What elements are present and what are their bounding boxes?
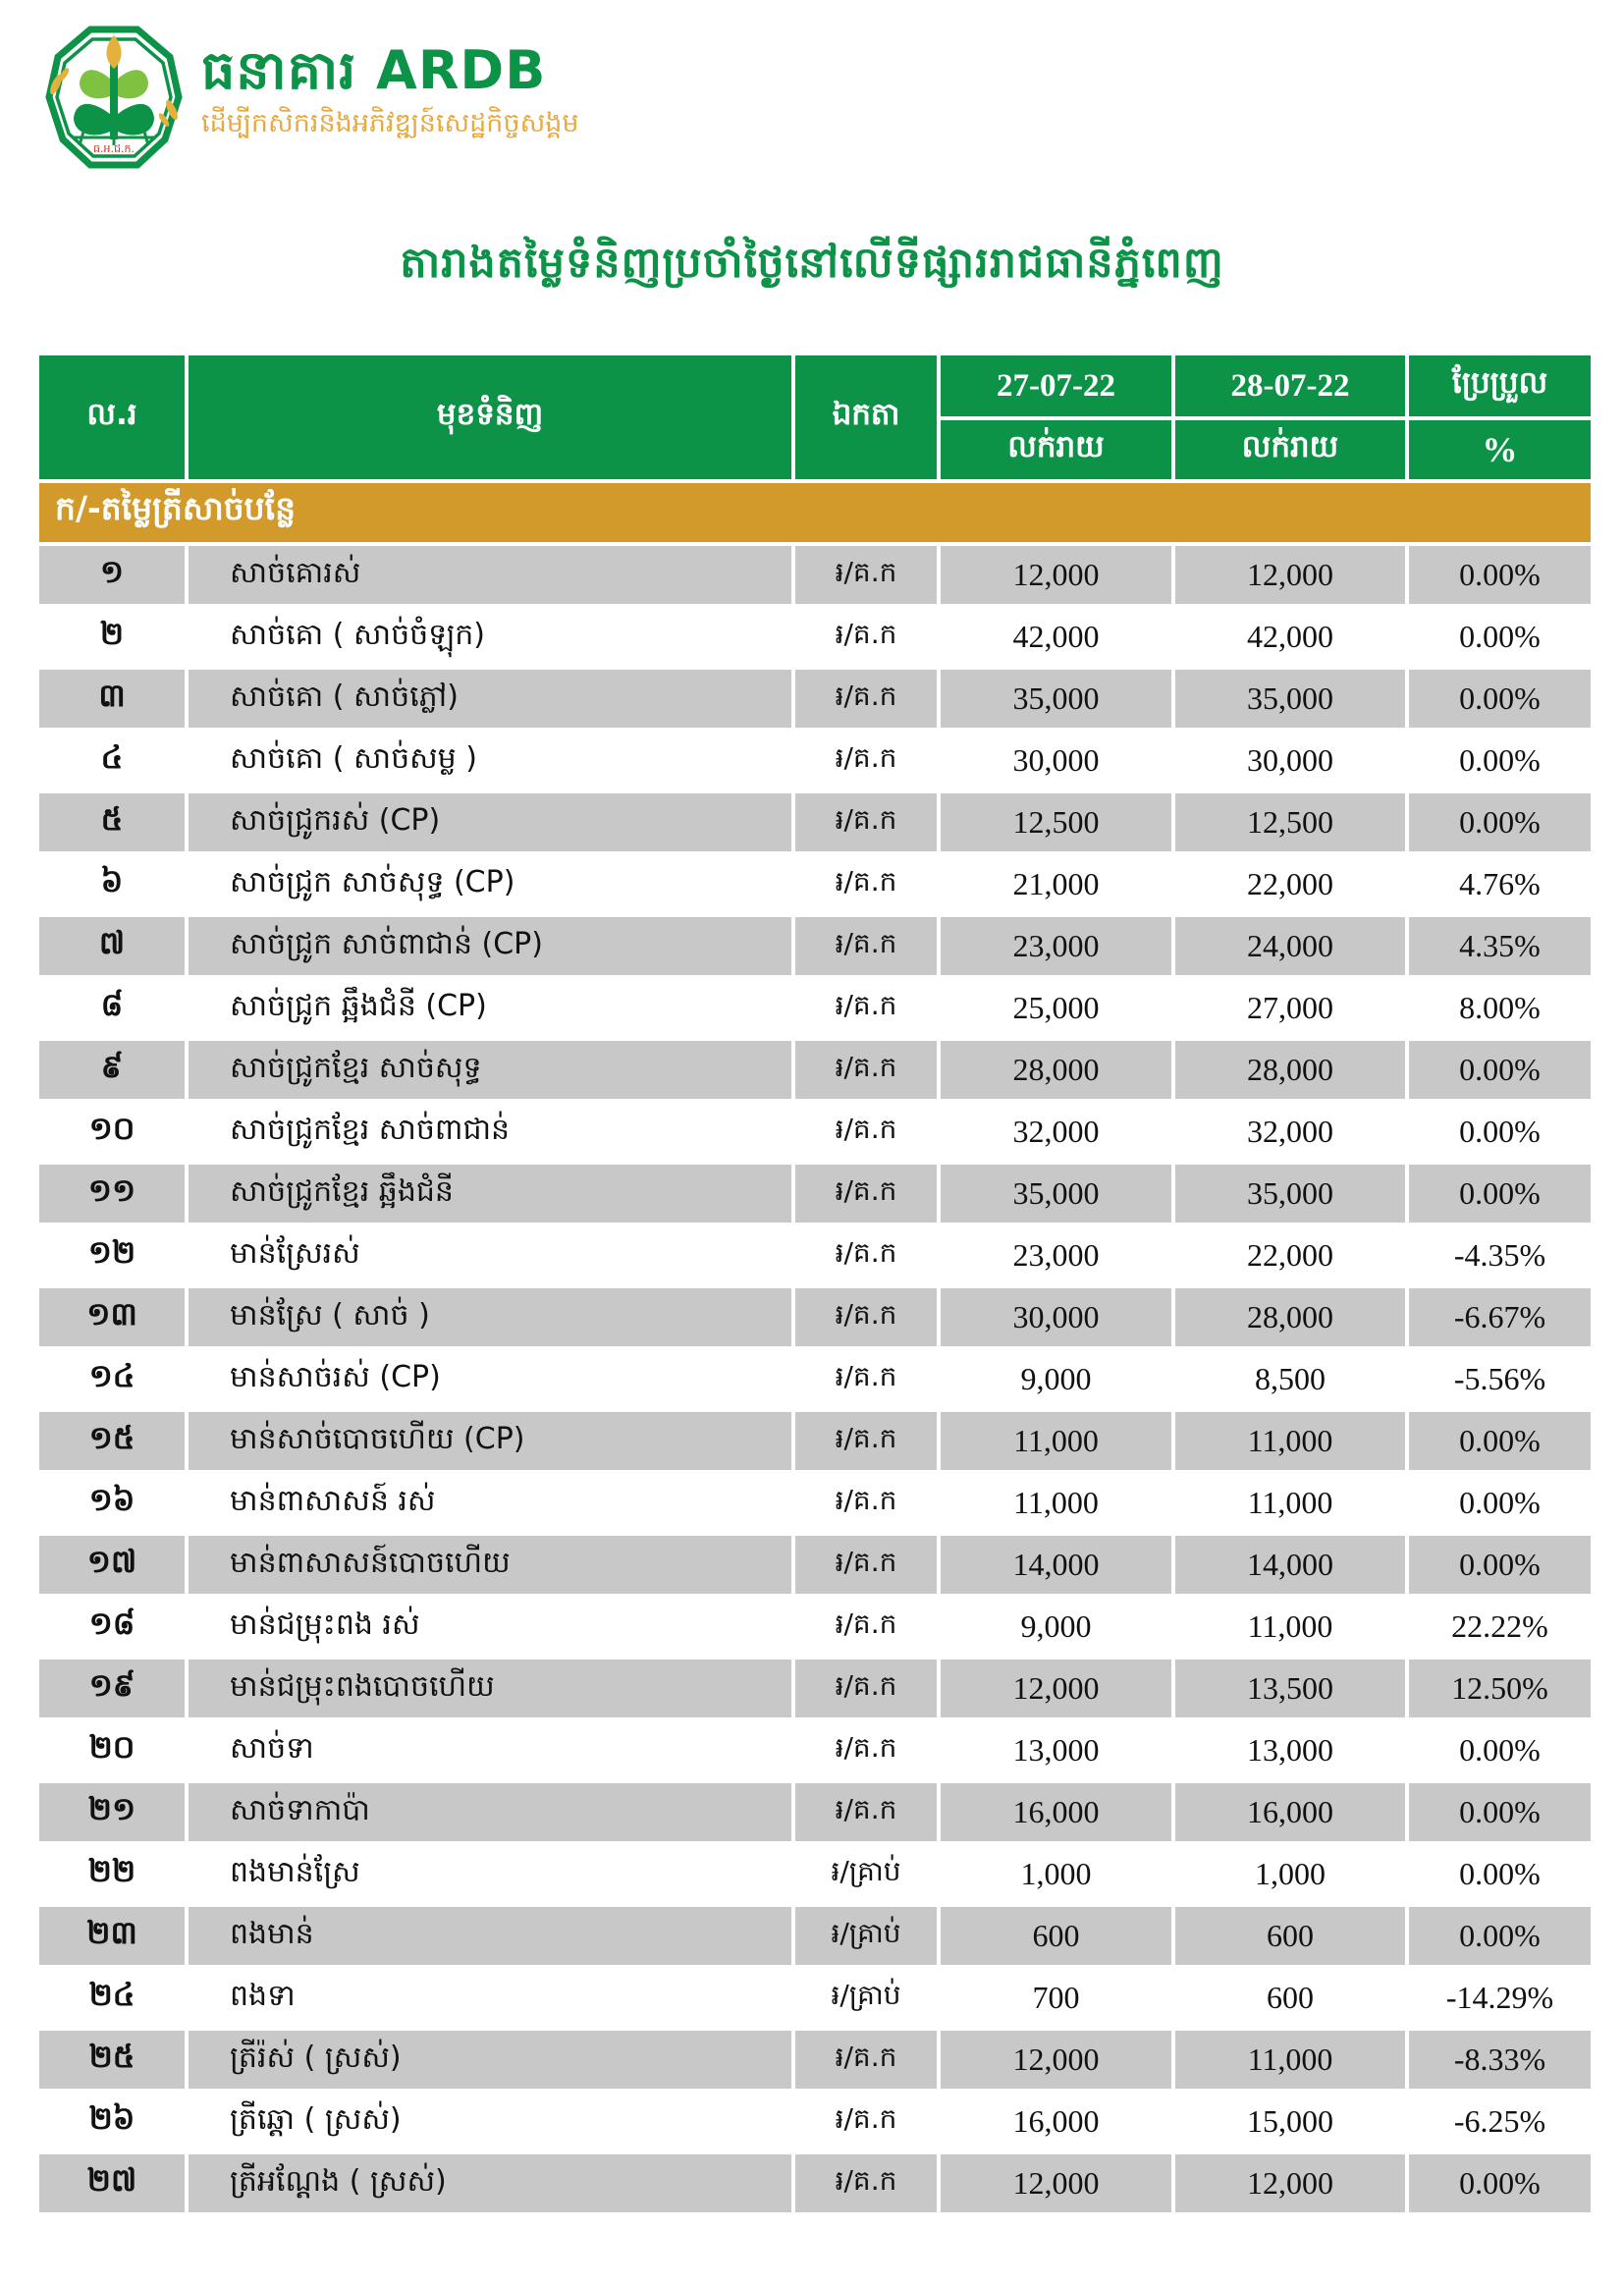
commodity-name: សាច់ទាកាប៉ា [189, 1783, 791, 1841]
header-commodity: មុខទំនិញ [189, 355, 791, 479]
change-percent: 0.00% [1409, 670, 1591, 728]
price-day2: 28,000 [1175, 1288, 1405, 1346]
price-day1: 12,000 [941, 2031, 1171, 2089]
price-table [39, 355, 1591, 2216]
table-row [39, 917, 1591, 975]
price-day2: 22,000 [1175, 855, 1405, 913]
price-day1: 30,000 [941, 732, 1171, 789]
commodity-name: សាច់ជ្រូកខ្មែរ ឆ្អឹងជំនី [189, 1165, 791, 1223]
price-day1: 11,000 [941, 1412, 1171, 1470]
change-percent: -6.67% [1409, 1288, 1591, 1346]
price-day1: 12,000 [941, 546, 1171, 604]
change-percent: 0.00% [1409, 732, 1591, 789]
table-row [39, 1226, 1591, 1284]
commodity-name: សាច់ជ្រូកខ្មែរ សាច់សុទ្ធ [189, 1041, 791, 1099]
row-number: ១៨ [39, 1598, 185, 1656]
row-number: ២ [39, 608, 185, 666]
price-day1: 14,000 [941, 1536, 1171, 1594]
price-day1: 1,000 [941, 1845, 1171, 1903]
table-row [39, 670, 1591, 728]
logo-caption: ធ.អ.ជ.ក. [93, 142, 135, 155]
unit-value: ៛/គ.ក [795, 979, 937, 1037]
price-day2: 14,000 [1175, 1536, 1405, 1594]
change-percent: -14.29% [1409, 1969, 1591, 2027]
price-day1: 9,000 [941, 1350, 1171, 1408]
price-day1: 35,000 [941, 1165, 1171, 1223]
row-number: ១៩ [39, 1660, 185, 1717]
unit-value: ៛/គ.ក [795, 1350, 937, 1408]
price-day1: 25,000 [941, 979, 1171, 1037]
price-day1: 21,000 [941, 855, 1171, 913]
price-day1: 30,000 [941, 1288, 1171, 1346]
table-row [39, 1536, 1591, 1594]
unit-value: ៛/គ.ក [795, 1536, 937, 1594]
commodity-name: សាច់គោរស់ [189, 546, 791, 604]
price-day1: 42,000 [941, 608, 1171, 666]
change-percent: -5.56% [1409, 1350, 1591, 1408]
table-row [39, 1907, 1591, 1965]
commodity-name: ពងមាន់ស្រែ [189, 1845, 791, 1903]
row-number: ២៥ [39, 2031, 185, 2089]
price-day2: 15,000 [1175, 2093, 1405, 2150]
price-day2: 1,000 [1175, 1845, 1405, 1903]
price-day2: 13,500 [1175, 1660, 1405, 1717]
unit-value: ៛/គ.ក [795, 793, 937, 851]
price-day1: 700 [941, 1969, 1171, 2027]
price-day2: 22,000 [1175, 1226, 1405, 1284]
row-number: ១ [39, 546, 185, 604]
price-day1: 23,000 [941, 917, 1171, 975]
commodity-name: មាន់ស្រែ ( សាច់ ) [189, 1288, 791, 1346]
unit-value: ៛/គ.ក [795, 1165, 937, 1223]
row-number: ១៦ [39, 1474, 185, 1532]
change-percent: -6.25% [1409, 2093, 1591, 2150]
change-percent: 4.35% [1409, 917, 1591, 975]
ardb-logo-icon [44, 24, 184, 171]
header-percent: % [1409, 420, 1591, 479]
table-row [39, 2154, 1591, 2212]
commodity-name: សាច់ជ្រូក ឆ្អឹងជំនី (CP) [189, 979, 791, 1037]
row-number: ៨ [39, 979, 185, 1037]
row-number: ១៧ [39, 1536, 185, 1594]
change-percent: 0.00% [1409, 1165, 1591, 1223]
commodity-name: សាច់ជ្រូករស់ (CP) [189, 793, 791, 851]
price-day2: 13,000 [1175, 1721, 1405, 1779]
row-number: ២៧ [39, 2154, 185, 2212]
commodity-name: សាច់គោ ( សាច់ភ្លៅ) [189, 670, 791, 728]
header-retail2: លក់រាយ [1175, 420, 1405, 479]
table-row [39, 855, 1591, 913]
change-percent: 0.00% [1409, 1907, 1591, 1965]
header-no: ល.រ [39, 355, 185, 479]
price-day2: 11,000 [1175, 1412, 1405, 1470]
header-unit: ឯកតា [795, 355, 937, 479]
price-day1: 12,000 [941, 1660, 1171, 1717]
price-day1: 16,000 [941, 1783, 1171, 1841]
row-number: ៣ [39, 670, 185, 728]
commodity-name: សាច់ជ្រូក សាច់សុទ្ធ (CP) [189, 855, 791, 913]
page-title: តារាងតម្លៃទំនិញប្រចាំថ្ងៃនៅលើទីផ្សាររាជធានីភ្នំពេញ [400, 239, 1224, 288]
price-day2: 12,500 [1175, 793, 1405, 851]
commodity-name: មាន់សាច់រស់ (CP) [189, 1350, 791, 1408]
row-number: ១២ [39, 1226, 185, 1284]
table-row [39, 1103, 1591, 1161]
change-percent: 4.76% [1409, 855, 1591, 913]
table-row [39, 2031, 1591, 2089]
unit-value: ៛/គ.ក [795, 2093, 937, 2150]
commodity-name: មាន់ជម្រុះពង រស់ [189, 1598, 791, 1656]
unit-value: ៛/គ.ក [795, 1288, 937, 1346]
price-day1: 9,000 [941, 1598, 1171, 1656]
row-number: ១៣ [39, 1288, 185, 1346]
table-row [39, 793, 1591, 851]
price-day2: 11,000 [1175, 1474, 1405, 1532]
unit-value: ៛/គ.ក [795, 732, 937, 789]
row-number: ១០ [39, 1103, 185, 1161]
row-number: ៦ [39, 855, 185, 913]
price-day2: 30,000 [1175, 732, 1405, 789]
price-day2: 28,000 [1175, 1041, 1405, 1099]
change-percent: 0.00% [1409, 1474, 1591, 1532]
price-day2: 27,000 [1175, 979, 1405, 1037]
change-percent: 0.00% [1409, 1783, 1591, 1841]
price-day2: 11,000 [1175, 1598, 1405, 1656]
row-number: ២១ [39, 1783, 185, 1841]
change-percent: -8.33% [1409, 2031, 1591, 2089]
table-row [39, 1041, 1591, 1099]
price-day2: 12,000 [1175, 546, 1405, 604]
unit-value: ៛/គ្រាប់ [795, 1969, 937, 2027]
table-row [39, 1969, 1591, 2027]
unit-value: ៛/គ.ក [795, 670, 937, 728]
table-row [39, 1288, 1591, 1346]
row-number: ១៥ [39, 1412, 185, 1470]
change-percent: 8.00% [1409, 979, 1591, 1037]
brand-name: ធនាគារ ARDB [201, 39, 547, 101]
commodity-name: ពងទា [189, 1969, 791, 2027]
price-day1: 11,000 [941, 1474, 1171, 1532]
table-row [39, 1783, 1591, 1841]
price-day1: 35,000 [941, 670, 1171, 728]
unit-value: ៛/គ.ក [795, 608, 937, 666]
table-row [39, 2093, 1591, 2150]
row-number: ២៣ [39, 1907, 185, 1965]
change-percent: 0.00% [1409, 2154, 1591, 2212]
price-day1: 600 [941, 1907, 1171, 1965]
unit-value: ៛/គ.ក [795, 1474, 937, 1532]
price-day1: 13,000 [941, 1721, 1171, 1779]
price-day2: 600 [1175, 1907, 1405, 1965]
table-header [39, 355, 1591, 479]
table-row [39, 546, 1591, 604]
header-change: ប្រែប្រួល [1409, 355, 1591, 416]
unit-value: ៛/គ.ក [795, 1783, 937, 1841]
unit-value: ៛/គ.ក [795, 2154, 937, 2212]
unit-value: ៛/គ.ក [795, 1721, 937, 1779]
unit-value: ៛/គ.ក [795, 1598, 937, 1656]
unit-value: ៛/គ.ក [795, 855, 937, 913]
unit-value: ៛/គ្រាប់ [795, 1845, 937, 1903]
price-day1: 12,000 [941, 2154, 1171, 2212]
unit-value: ៛/គ.ក [795, 1226, 937, 1284]
row-number: ៧ [39, 917, 185, 975]
table-row [39, 1412, 1591, 1470]
header-date1: 27-07-22 [941, 355, 1171, 416]
header-retail1: លក់រាយ [941, 420, 1171, 479]
price-day2: 12,000 [1175, 2154, 1405, 2212]
change-percent: 0.00% [1409, 1536, 1591, 1594]
change-percent: 12.50% [1409, 1660, 1591, 1717]
price-day1: 23,000 [941, 1226, 1171, 1284]
row-number: ៩ [39, 1041, 185, 1099]
table-row [39, 1721, 1591, 1779]
commodity-name: សាច់ទា [189, 1721, 791, 1779]
row-number: ២៦ [39, 2093, 185, 2150]
change-percent: 0.00% [1409, 546, 1591, 604]
unit-value: ៛/គ.ក [795, 1412, 937, 1470]
commodity-name: ត្រីអណ្ដែង ( ស្រស់) [189, 2154, 791, 2212]
price-day1: 32,000 [941, 1103, 1171, 1161]
row-number: ២២ [39, 1845, 185, 1903]
price-day1: 12,500 [941, 793, 1171, 851]
commodity-name: មាន់ជម្រុះពងបោចហើយ [189, 1660, 791, 1717]
price-day2: 11,000 [1175, 2031, 1405, 2089]
table-row [39, 1845, 1591, 1903]
header-date2: 28-07-22 [1175, 355, 1405, 416]
brand-tagline: ដើម្បីកសិករនិងអភិវឌ្ឍន៍សេដ្ឋកិច្ចសង្គម [201, 108, 579, 139]
row-number: ១៤ [39, 1350, 185, 1408]
commodity-name: សាច់គោ ( សាច់ចំឡុក) [189, 608, 791, 666]
change-percent: -4.35% [1409, 1226, 1591, 1284]
change-percent: 0.00% [1409, 1041, 1591, 1099]
table-body [39, 546, 1591, 2212]
change-percent: 0.00% [1409, 608, 1591, 666]
price-day1: 28,000 [941, 1041, 1171, 1099]
price-day2: 35,000 [1175, 670, 1405, 728]
table-row [39, 979, 1591, 1037]
table-row [39, 1660, 1591, 1717]
change-percent: 0.00% [1409, 1721, 1591, 1779]
price-day2: 42,000 [1175, 608, 1405, 666]
commodity-name: មាន់សាច់បោចហើយ (CP) [189, 1412, 791, 1470]
row-number: ២៤ [39, 1969, 185, 2027]
commodity-name: មាន់ពាសាសន៍បោចហើយ [189, 1536, 791, 1594]
row-number: ១១ [39, 1165, 185, 1223]
unit-value: ៛/គ.ក [795, 2031, 937, 2089]
price-day2: 24,000 [1175, 917, 1405, 975]
brand-text [201, 41, 889, 145]
row-number: ៤ [39, 732, 185, 789]
row-number: ២០ [39, 1721, 185, 1779]
change-percent: 0.00% [1409, 1412, 1591, 1470]
unit-value: ៛/គ.ក [795, 917, 937, 975]
row-number: ៥ [39, 793, 185, 851]
unit-value: ៛/គ្រាប់ [795, 1907, 937, 1965]
table-row [39, 1598, 1591, 1656]
section-band: ក/-តម្លៃត្រីសាច់បន្លែ [39, 483, 1591, 542]
change-percent: 22.22% [1409, 1598, 1591, 1656]
commodity-name: ត្រីរ៉ស់ ( ស្រស់) [189, 2031, 791, 2089]
change-percent: 0.00% [1409, 1845, 1591, 1903]
table-row [39, 1474, 1591, 1532]
price-day2: 8,500 [1175, 1350, 1405, 1408]
price-day2: 16,000 [1175, 1783, 1405, 1841]
commodity-name: សាច់គោ ( សាច់សម្ល ) [189, 732, 791, 789]
table-row [39, 1350, 1591, 1408]
commodity-name: សាច់ជ្រូក សាច់ពាជាន់ (CP) [189, 917, 791, 975]
commodity-name: មាន់ស្រែរស់ [189, 1226, 791, 1284]
change-percent: 0.00% [1409, 793, 1591, 851]
unit-value: ៛/គ.ក [795, 546, 937, 604]
commodity-name: សាច់ជ្រូកខ្មែរ សាច់ពាជាន់ [189, 1103, 791, 1161]
unit-value: ៛/គ.ក [795, 1041, 937, 1099]
commodity-name: ពងមាន់ [189, 1907, 791, 1965]
table-row [39, 732, 1591, 789]
price-day2: 32,000 [1175, 1103, 1405, 1161]
change-percent: 0.00% [1409, 1103, 1591, 1161]
price-day2: 35,000 [1175, 1165, 1405, 1223]
table-row [39, 608, 1591, 666]
commodity-name: មាន់ពាសាសន៍ រស់ [189, 1474, 791, 1532]
unit-value: ៛/គ.ក [795, 1103, 937, 1161]
table-row [39, 1165, 1591, 1223]
commodity-name: ត្រីឆ្ដោ ( ស្រស់) [189, 2093, 791, 2150]
price-day2: 600 [1175, 1969, 1405, 2027]
price-day1: 16,000 [941, 2093, 1171, 2150]
unit-value: ៛/គ.ក [795, 1660, 937, 1717]
